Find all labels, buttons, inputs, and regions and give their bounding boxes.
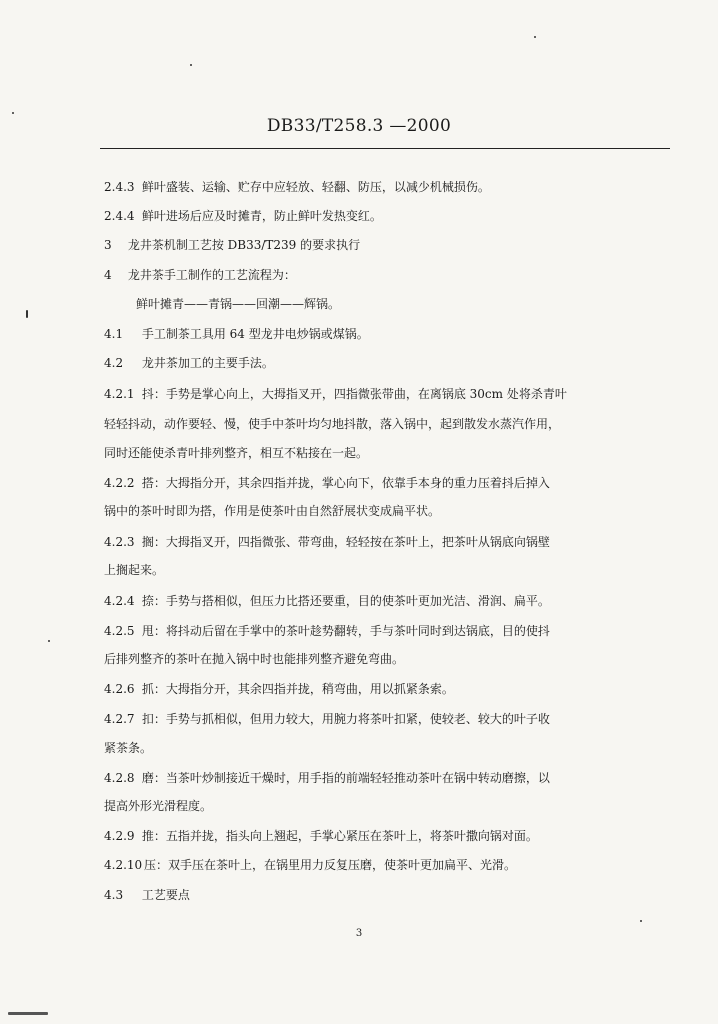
clause-number: 4.2.5 xyxy=(104,624,135,638)
clause-text: 搭：大拇指分开，其余四指并拢，掌心向下，依靠手本身的重力压着抖后掉入 xyxy=(141,476,550,490)
clause-2-4-3 xyxy=(104,179,674,195)
clause-text: 推：五指并拢，指头向上翘起，手掌心紧压在茶叶上，将茶叶撒向锅对面。 xyxy=(141,829,538,843)
clause-2-4-4 xyxy=(104,208,674,224)
clause-continuation: 上搁起来。 xyxy=(104,563,165,577)
clause-continuation: 锅中的茶叶时即为搭，作用是使茶叶由自然舒展状变成扁平状。 xyxy=(104,504,441,518)
clause-number: 3 xyxy=(104,238,112,252)
clause-4-2-7 xyxy=(104,711,674,727)
clause-4-2-9 xyxy=(104,828,674,844)
clause-number: 4.2 xyxy=(104,356,124,370)
clause-text: 抖：手势是掌心向上，大拇指叉开，四指微张带曲，在离锅底 30cm 处将杀青叶 xyxy=(141,387,567,401)
clause-text: 工艺要点 xyxy=(141,888,190,902)
clause-text: 鲜叶盛装、运输、贮存中应轻放、轻翻、防压，以减少机械损伤。 xyxy=(141,180,490,194)
clause-continuation: 后排列整齐的茶叶在抛入锅中时也能排列整齐避免弯曲。 xyxy=(104,652,405,666)
clause-4-2-6 xyxy=(104,681,674,697)
clause-4-1 xyxy=(104,326,674,342)
scan-edge-mark xyxy=(8,1012,48,1015)
clause-continuation: 轻轻抖动，动作要轻、慢，使手中茶叶均匀地抖散，落入锅中，起到散发水蒸汽作用， xyxy=(104,417,561,431)
clause-4-2-10 xyxy=(104,857,674,873)
clause-number: 4.2.2 xyxy=(104,476,135,490)
clause-text: 捺：手势与搭相似，但压力比搭还要重，目的使茶叶更加光洁、滑润、扁平。 xyxy=(141,594,550,608)
clause-text: 龙井茶手工制作的工艺流程为： xyxy=(127,268,296,282)
clause-number: 4.2.6 xyxy=(104,682,135,696)
clause-number: 2.4.4 xyxy=(104,209,135,223)
scan-speck xyxy=(640,920,642,922)
scan-speck xyxy=(26,310,28,318)
clause-4-2-5 xyxy=(104,623,674,639)
clause-4 xyxy=(104,267,674,283)
clause-number: 4.2.4 xyxy=(104,594,135,608)
process-flow: 鲜叶摊青——青锅——回潮——辉锅。 xyxy=(136,297,341,311)
clause-number: 4.2.10 xyxy=(104,858,143,872)
clause-4-2 xyxy=(104,355,674,371)
clause-number: 4.2.9 xyxy=(104,829,135,843)
clause-4-2-8 xyxy=(104,770,674,786)
clause-number: 4 xyxy=(104,268,112,282)
clause-text: 龙井茶加工的主要手法。 xyxy=(141,356,274,370)
clause-4-2-4 xyxy=(104,593,674,609)
clause-text: 甩：将抖动后留在手掌中的茶叶趁势翻转，手与茶叶同时到达锅底，目的使抖 xyxy=(141,624,550,638)
clause-text: 磨：当茶叶炒制接近干燥时，用手指的前端轻轻推动茶叶在锅中转动磨擦，以 xyxy=(141,771,550,785)
clause-text: 手工制茶工具用 64 型龙井电炒锅或煤锅。 xyxy=(141,327,369,341)
clause-3 xyxy=(104,237,674,253)
clause-number: 4.2.7 xyxy=(104,712,135,726)
clause-text: 抓：大拇指分开，其余四指并拢，稍弯曲，用以抓紧条索。 xyxy=(141,682,454,696)
clause-continuation: 提高外形光滑程度。 xyxy=(104,799,213,813)
clause-number: 2.4.3 xyxy=(104,180,135,194)
scan-speck xyxy=(12,112,14,114)
clause-4-2-3 xyxy=(104,534,674,550)
clause-text: 鲜叶进场后应及时摊青，防止鲜叶发热变红。 xyxy=(141,209,382,223)
clause-continuation: 紧茶条。 xyxy=(104,741,153,755)
header-rule xyxy=(100,148,670,149)
clause-4-2-1 xyxy=(104,386,674,402)
clause-number: 4.3 xyxy=(104,888,124,902)
clause-number: 4.2.1 xyxy=(104,387,135,401)
scan-speck xyxy=(534,36,536,38)
page-number: 3 xyxy=(355,928,363,939)
clause-number: 4.2.8 xyxy=(104,771,135,785)
clause-text: 搁：大拇指叉开，四指微张、带弯曲，轻轻按在茶叶上，把茶叶从锅底向锅壁 xyxy=(141,535,550,549)
clause-4-2-2 xyxy=(104,475,674,491)
clause-continuation: 同时还能使杀青叶排列整齐，相互不粘接在一起。 xyxy=(104,446,369,460)
clause-number: 4.2.3 xyxy=(104,535,135,549)
clause-4-3 xyxy=(104,887,674,903)
scan-speck xyxy=(190,64,192,66)
clause-text: 扣：手势与抓相似，但用力较大，用腕力将茶叶扣紧，使较老、较大的叶子收 xyxy=(141,712,550,726)
standard-code-header: DB33/T258.3 —2000 xyxy=(266,116,452,136)
clause-number: 4.1 xyxy=(104,327,124,341)
clause-text: 龙井茶机制工艺按 DB33/T239 的要求执行 xyxy=(127,238,361,252)
scan-speck xyxy=(48,640,50,642)
clause-text: 压：双手压在茶叶上，在锅里用力反复压磨，使茶叶更加扁平、光滑。 xyxy=(144,858,517,872)
